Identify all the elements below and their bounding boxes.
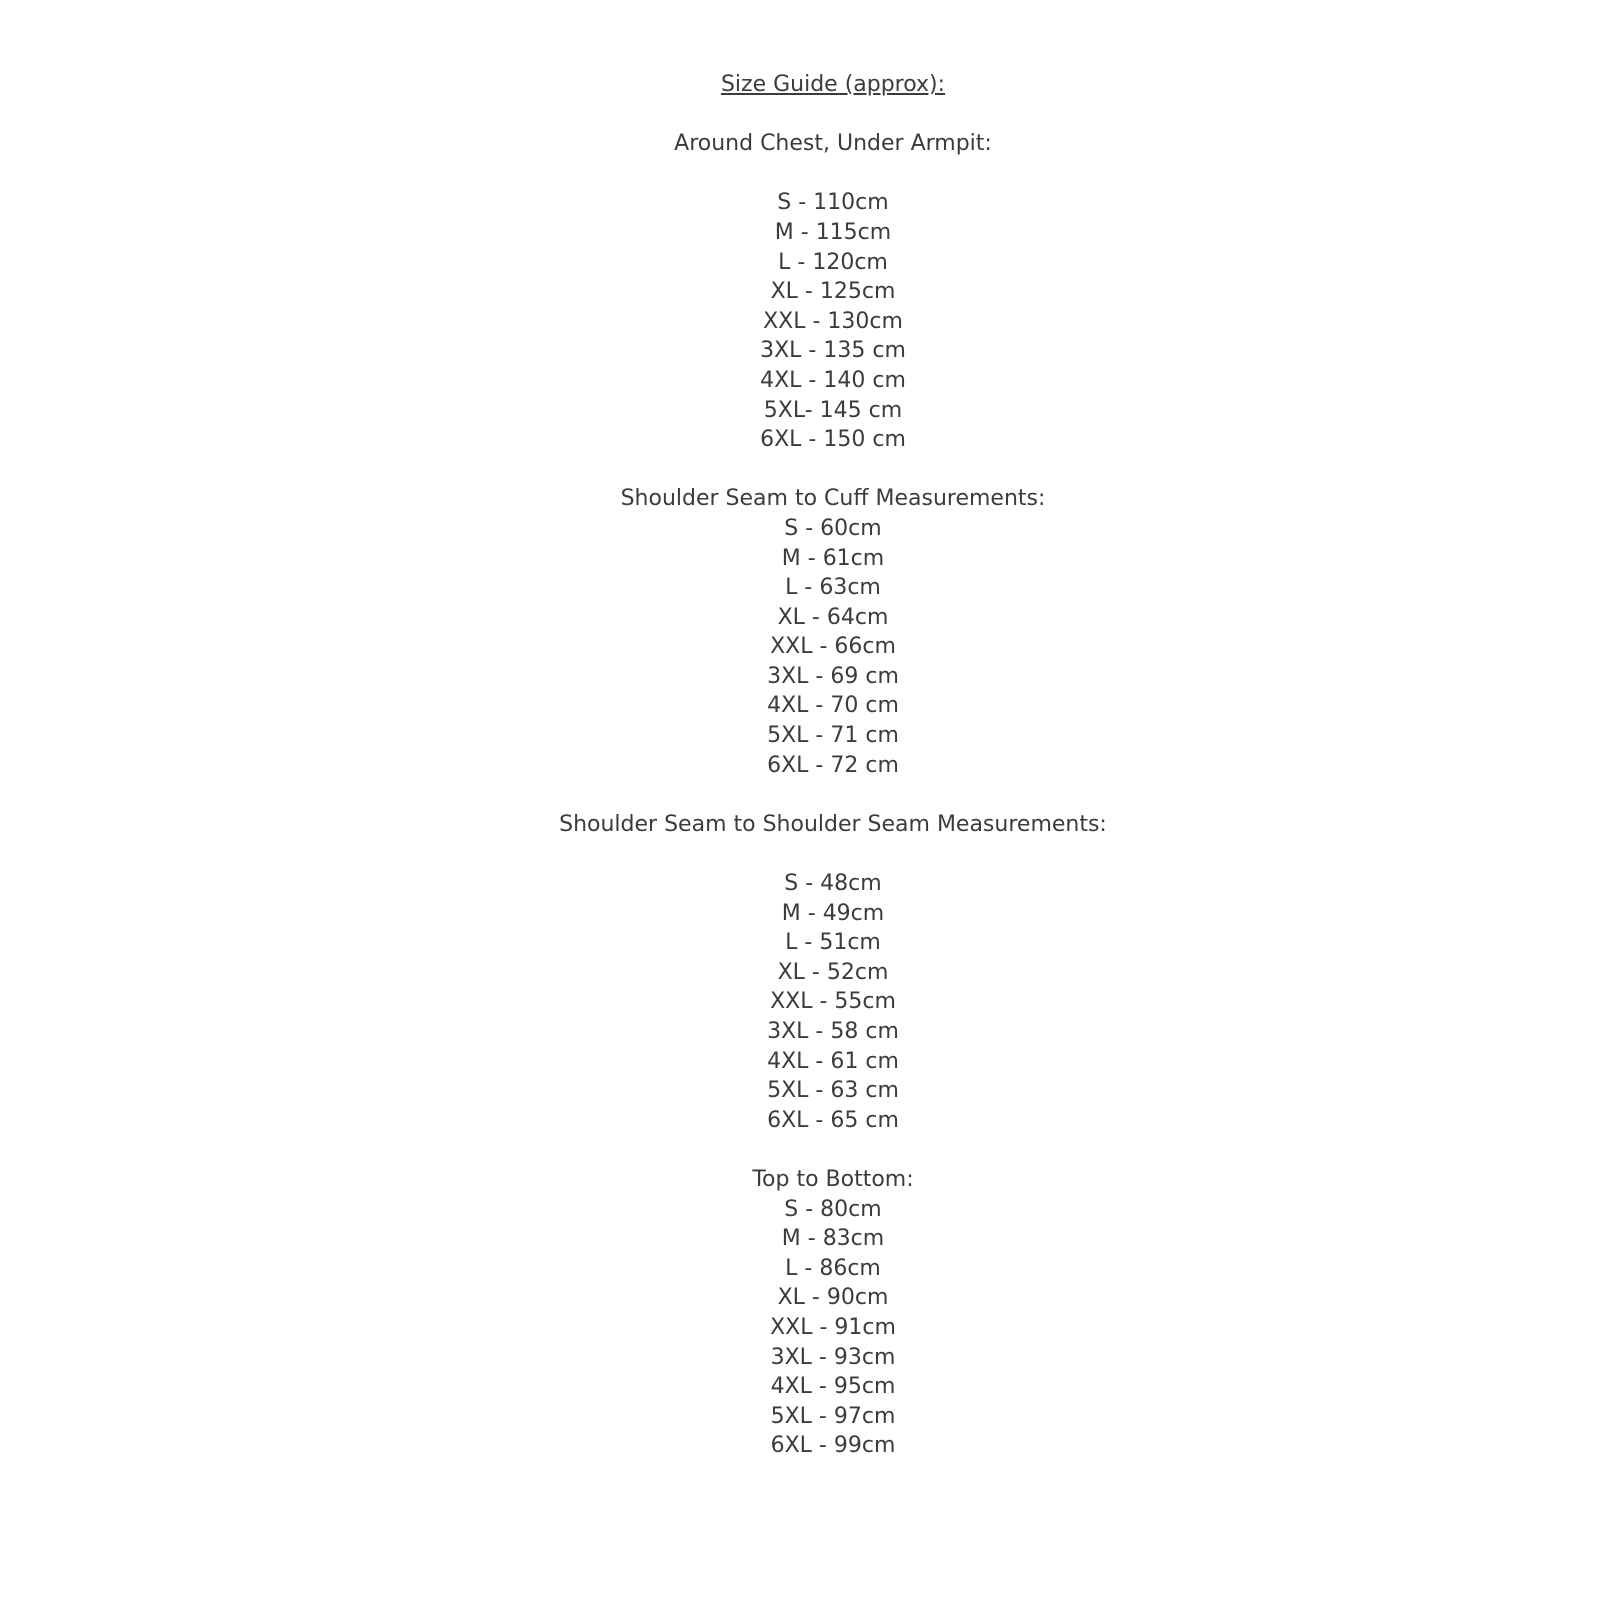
size-row: 4XL - 70 cm (767, 693, 899, 719)
size-row: S - 60cm (784, 515, 882, 541)
size-sections (66, 129, 1600, 1461)
size-section (66, 810, 1600, 1136)
size-row: 6XL - 65 cm (767, 1107, 899, 1133)
size-row: M - 49cm (781, 900, 885, 926)
size-row: XXL - 55cm (770, 989, 896, 1015)
size-row: XXL - 66cm (770, 634, 896, 660)
size-list (66, 188, 1600, 454)
size-row: 3XL - 135 cm (760, 338, 906, 364)
size-row: XXL - 130cm (763, 308, 903, 334)
size-row: XL - 52cm (777, 959, 889, 985)
size-row: 3XL - 69 cm (767, 663, 899, 689)
section-heading: Top to Bottom: (752, 1166, 914, 1192)
size-row: XL - 90cm (777, 1285, 889, 1311)
size-row: 5XL- 145 cm (763, 397, 903, 423)
size-row: S - 110cm (777, 190, 889, 216)
size-section (66, 1165, 1600, 1461)
section-heading: Shoulder Seam to Cuff Measurements: (620, 486, 1046, 512)
size-row: 4XL - 95cm (770, 1374, 896, 1400)
size-list (66, 514, 1600, 780)
size-row: L - 120cm (778, 249, 888, 275)
size-row: L - 63cm (785, 575, 881, 601)
size-row: M - 115cm (774, 219, 892, 245)
size-row: L - 51cm (785, 930, 881, 956)
size-section (66, 129, 1600, 455)
size-row: 5XL - 97cm (770, 1403, 896, 1429)
size-row: 4XL - 61 cm (767, 1048, 899, 1074)
size-row: L - 86cm (785, 1255, 881, 1281)
section-heading: Around Chest, Under Armpit: (674, 131, 992, 157)
size-row: 5XL - 63 cm (767, 1078, 899, 1104)
size-row: 3XL - 58 cm (767, 1019, 899, 1044)
size-row: S - 80cm (784, 1196, 882, 1222)
size-section (66, 484, 1600, 780)
size-row: M - 83cm (781, 1226, 885, 1252)
size-row: 5XL - 71 cm (767, 723, 899, 749)
size-row: 4XL - 140 cm (760, 367, 906, 393)
size-row: XL - 125cm (770, 279, 896, 305)
size-row: 6XL - 99cm (770, 1433, 896, 1459)
size-list (66, 1195, 1600, 1461)
page-title: Size Guide (approx): (720, 72, 946, 97)
size-list (66, 869, 1600, 1135)
section-heading: Shoulder Seam to Shoulder Seam Measurements: (559, 811, 1107, 837)
size-row: XXL - 91cm (770, 1314, 896, 1340)
size-row: 6XL - 72 cm (767, 752, 899, 778)
size-row: 3XL - 93cm (770, 1344, 896, 1370)
size-row: M - 61cm (781, 545, 885, 571)
size-row: 6XL - 150 cm (760, 427, 906, 453)
size-row: XL - 64cm (777, 604, 889, 630)
size-row: S - 48cm (784, 871, 882, 897)
